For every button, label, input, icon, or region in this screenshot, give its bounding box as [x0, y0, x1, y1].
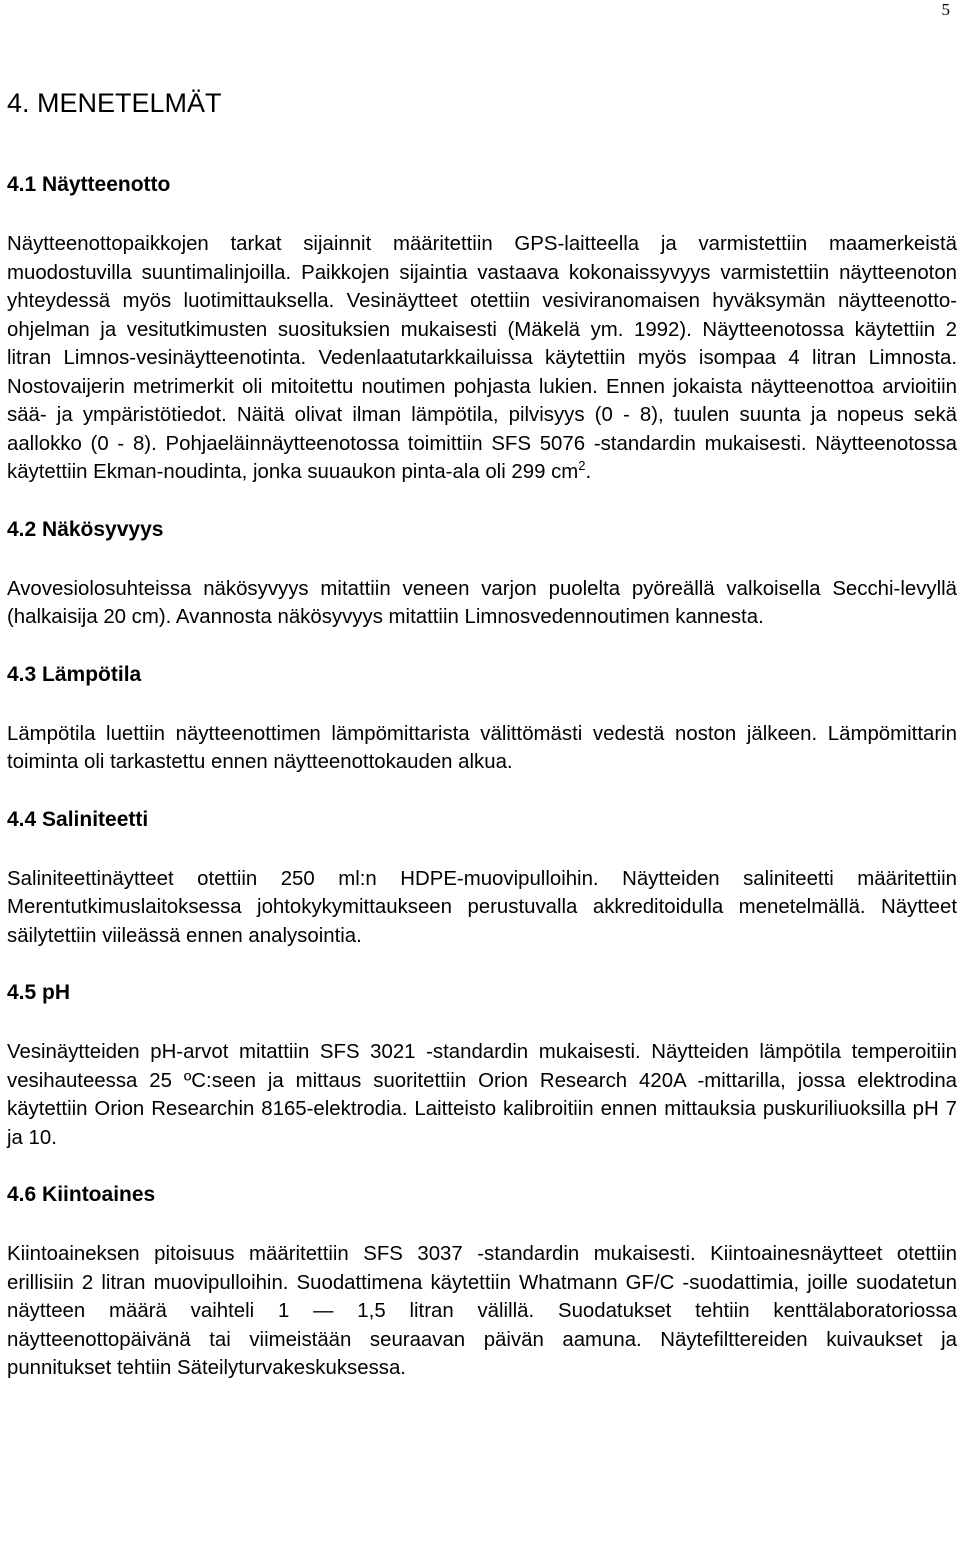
- section-heading: 4.3 Lämpötila: [7, 662, 142, 686]
- section-salinity: [7, 807, 957, 951]
- section-paragraph: Saliniteettinäytteet otettiin 250 ml:n HDPE-muovipulloihin. Näytteiden saliniteetti määritettiin Merentutkimuslaitoksessa johtokykymittaukseen perustuvalla akkreditoidulla menetelmällä. Näytteet säilytettiin viileässä ennen analysointia.: [7, 867, 957, 947]
- section-heading: 4.2 Näkösyvyys: [7, 517, 164, 541]
- paragraph-text: Näytteenottopaikkojen tarkat sijainnit määritettiin GPS-laitteella ja varmistettiin maamerkeistä muodostuvilla suuntimalinjoilla. Paikkojen sijaintia vastaava kokonaissyvyys varmistettiin näytteenoton yhteydessä myös luotimittauksella. Vesinäytteet otettiin vesiviranomaisen hyväksymän näytteenotto-ohjelman ja vesitutkimusten suosituksien mukaisesti (Mäkelä ym. 1992). Näytteenotossa käytettiin 2 litran Limnos-vesinäytteenotinta. Vedenlaatutarkkailuissa käytettiin myös isompaa 4 litran Limnosta. Nostovaijerin metrimerkit oli mitoitettu noutimen pohjasta lukien. Ennen jokaista näytteenottoa arvioitiin sää- ja ympäristötiedot. Näitä olivat ilman lämpötila, pilvisyys (0 - 8), tuulen suunta ja nopeus sekä aallokko (0 - 8). Pohjaeläinnäytteenotossa toimittiin SFS 5076 -standardin mukaisesti. Näytteenotossa käytettiin Ekman-noudinta, jonka suuaukon pinta-ala oli 299 cm: [7, 233, 957, 483]
- section-heading: 4.5 pH: [7, 981, 71, 1004]
- paragraph-end: .: [585, 461, 592, 483]
- superscript: 2: [578, 458, 586, 473]
- section-heading: 4.1 Näytteenotto: [7, 173, 171, 196]
- section-paragraph: Lämpötila luettiin näytteenottimen lämpömittarista välittömästi vedestä noston jälkeen. Lämpömittarin toiminta oli tarkastettu ennen näytteenottokauden alkua.: [7, 722, 957, 773]
- section-paragraph: Avovesiolosuhteissa näkösyvyys mitattiin veneen varjon puolelta pyöreällä valkoisella Secchi-levyllä (halkaisija 20 cm). Avannosta näkösyvyys mitattiin Limnosvedennoutimen kannesta.: [7, 577, 957, 628]
- section-suspended-solids: [7, 1182, 957, 1383]
- document-body: [7, 86, 957, 1413]
- section-paragraph: [7, 230, 957, 487]
- section-visibility: [7, 517, 957, 632]
- section-ph: [7, 980, 957, 1152]
- section-paragraph: Kiintoaineksen pitoisuus määritettiin SFS 3037 -standardin mukaisesti. Kiintoainesnäytteet otettiin erillisiin 2 litran muovipulloihin. Suodattimena käytettiin Whatmann GF/C -suodattimia, joille suodatetun näytteen määrä vaihteli 1 — 1,5 litran välillä. Suodatukset tehtiin kenttälaboratoriossa näytteenottopäivänä tai viimeistään seuraavan päivän aamuna. Näytefilttereiden kuivaukset ja punnitukset tehtiin Säteilyturvakeskuksessa.: [7, 1243, 957, 1379]
- chapter-title: 4. MENETELMÄT: [7, 88, 222, 118]
- section-temperature: [7, 662, 957, 777]
- section-heading: 4.4 Saliniteetti: [7, 807, 149, 831]
- page-number: 5: [941, 0, 950, 19]
- section-sampling: [7, 172, 957, 487]
- section-paragraph: Vesinäytteiden pH-arvot mitattiin SFS 3021 -standardin mukaisesti. Näytteiden lämpötila temperoitiin vesihauteessa 25 ºC:seen ja mittaus suoritettiin Orion Research 420A -mittarilla, jossa elektrodina käytettiin Orion Researchin 8165-elektrodia. Laitteisto kalibroitiin ennen mittauksia puskuriliuoksilla pH 7 ja 10.: [7, 1041, 957, 1149]
- section-heading: 4.6 Kiintoaines: [7, 1183, 156, 1206]
